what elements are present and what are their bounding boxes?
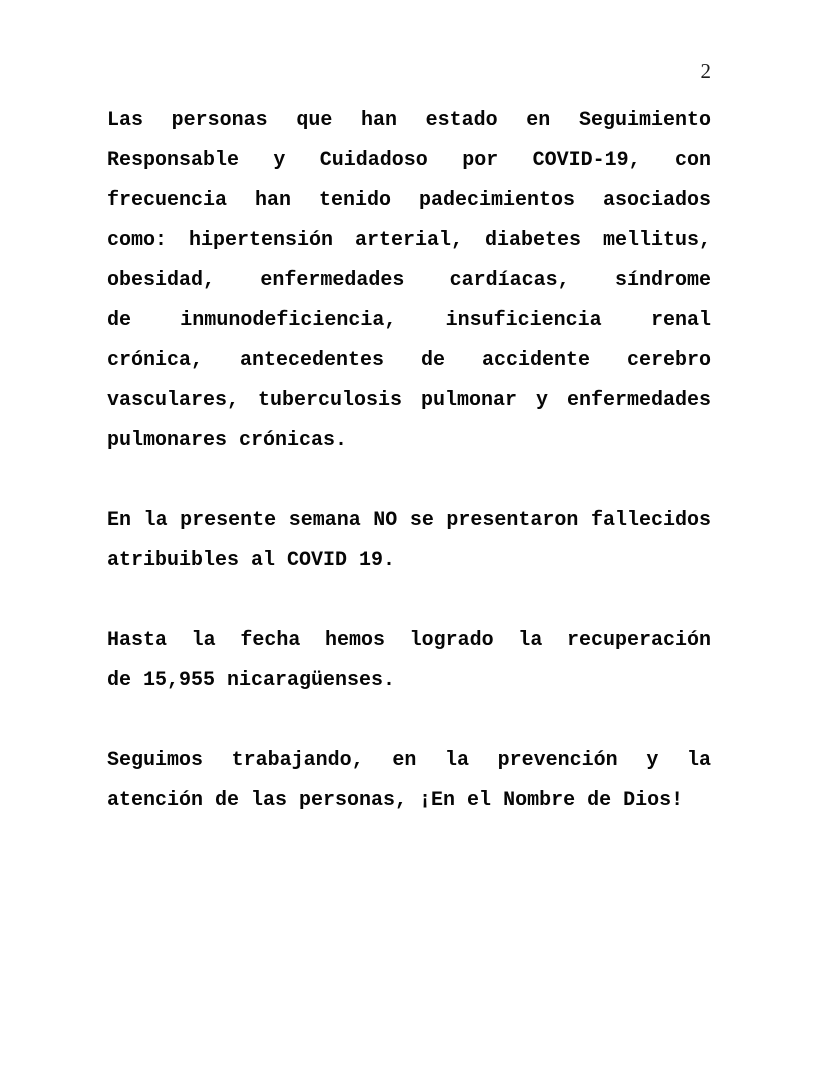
text-line: En la presente semana NO se presentaron fallecidos — [107, 509, 711, 532]
text-line: frecuencia han tenido padecimientos asociados — [107, 189, 711, 212]
text-line: pulmonares crónicas. — [107, 429, 348, 452]
text-line: obesidad, enfermedades cardíacas, síndrome — [107, 269, 711, 292]
text-line: Hasta la fecha hemos logrado la recuperación — [107, 629, 711, 652]
text-line: atribuibles al COVID 19. — [107, 549, 396, 572]
paragraph-3 — [107, 621, 711, 701]
text-line: Seguimos trabajando, en la prevención y la — [107, 749, 711, 772]
page-number: 2 — [700, 59, 711, 83]
text-line: atención de las personas, ¡En el Nombre de Dios! — [107, 789, 684, 812]
text-line: de inmunodeficiencia, insuficiencia renal — [107, 309, 711, 332]
paragraph-1 — [107, 101, 711, 461]
text-line: de 15,955 nicaragüenses. — [107, 669, 396, 692]
text-line: como: hipertensión arterial, diabetes mellitus, — [107, 229, 711, 252]
text-line: Responsable y Cuidadoso por COVID-19, con — [107, 149, 711, 172]
text-line: Las personas que han estado en Seguimiento — [107, 109, 711, 132]
paragraph-2 — [107, 501, 711, 581]
paragraph-4 — [107, 741, 711, 821]
text-line: vasculares, tuberculosis pulmonar y enfermedades — [107, 389, 711, 412]
text-line: crónica, antecedentes de accidente cerebro — [107, 349, 711, 372]
document-body — [107, 101, 711, 861]
